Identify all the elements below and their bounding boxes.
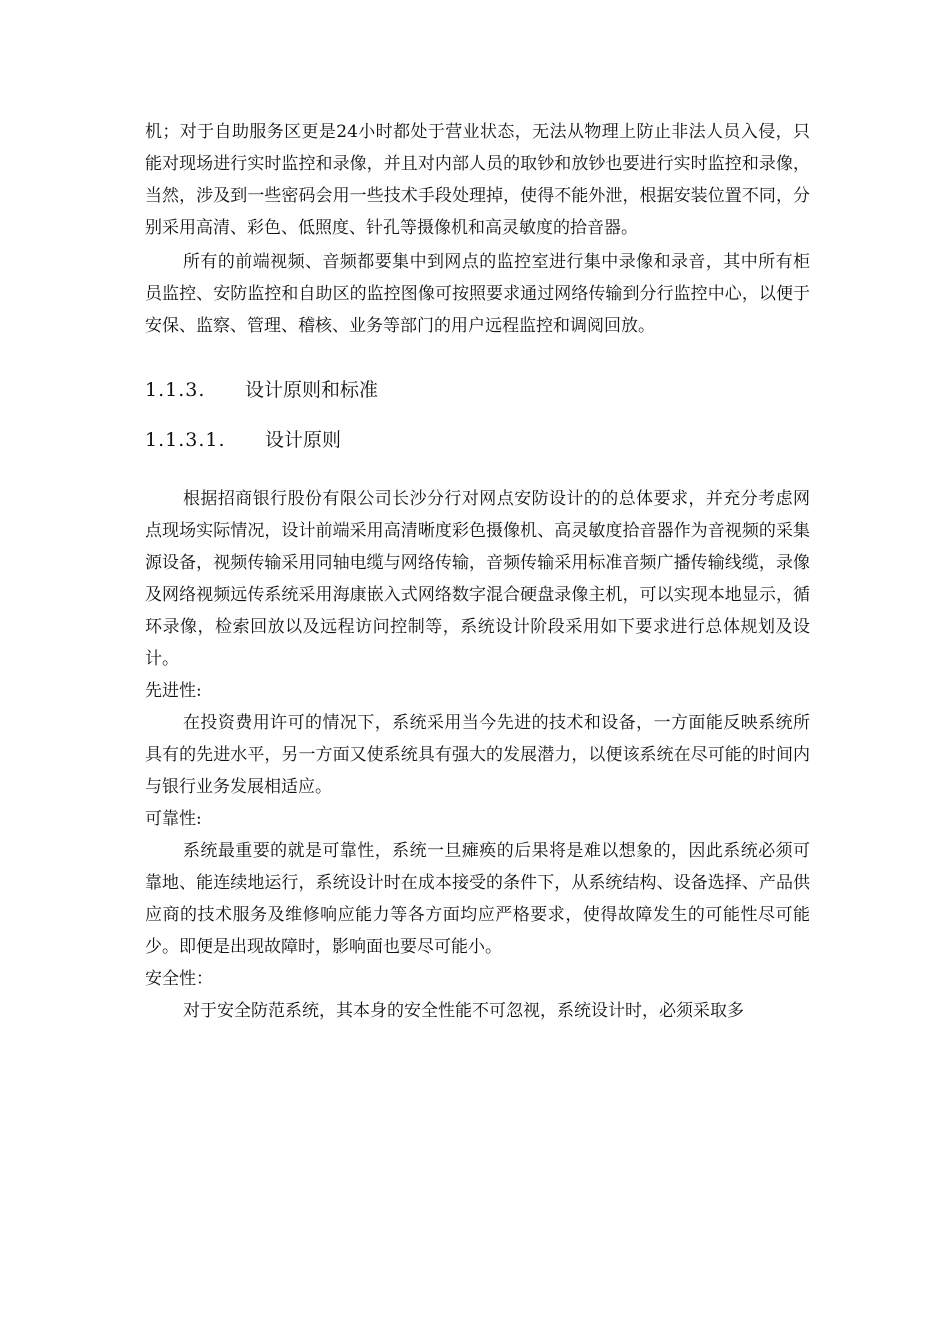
principle-item: [145, 963, 810, 1027]
paragraph-continuation: 机；对于自助服务区更是24小时都处于营业状态，无法从物理上防止非法人员入侵，只能对现场进行实时监控和录像，并且对内部人员的取钞和放钞也要进行实时监控和录像，当然，涉及到一些密码会用一些技术手段处理掉，使得不能外泄，根据安装位置不同，分别采用高清、彩色、低照度、针孔等摄像机和高灵敏度的拾音器。: [145, 122, 810, 238]
principle-label: 可靠性:: [145, 809, 202, 829]
principle-item: [145, 675, 810, 803]
principle-text: 对于安全防范系统，其本身的安全性能不可忽视，系统设计时，必须采取多: [183, 1001, 744, 1021]
section-title: 设计原则和标准: [245, 379, 379, 401]
principle-label: 先进性:: [145, 681, 202, 701]
paragraph-recording: 所有的前端视频、音频都要集中到网点的监控室进行集中录像和录音，其中所有柜员监控、安防监控和自助区的监控图像可按照要求通过网络传输到分行监控中心，以便于安保、监察、管理、稽核、业务等部门的用户远程监控和调阅回放。: [145, 252, 810, 336]
document-page: [145, 116, 810, 1027]
principle-label: 安全性：: [145, 969, 213, 989]
section-heading: [145, 375, 810, 405]
principle-text: 在投资费用许可的情况下，系统采用当今先进的技术和设备，一方面能反映系统所具有的先进水平，另一方面又使系统具有强大的发展潜力，以便该系统在尽可能的时间内与银行业务发展相适应。: [145, 713, 810, 797]
section-number: 1.1.3.: [145, 379, 206, 401]
subsection-number: 1.1.3.1.: [145, 429, 226, 451]
subsection-title: 设计原则: [265, 429, 342, 451]
principle-item: [145, 803, 810, 963]
paragraph-intro: 根据招商银行股份有限公司长沙分行对网点安防设计的的总体要求，并充分考虑网点现场实际情况，设计前端采用高清晰度彩色摄像机、高灵敏度拾音器作为音视频的采集源设备，视频传输采用同轴电缆与网络传输，音频传输采用标准音频广播传输线缆，录像及网络视频远传系统采用海康嵌入式网络数字混合硬盘录像主机，可以实现本地显示，循环录像，检索回放以及远程访问控制等，系统设计阶段采用如下要求进行总体规划及设计。: [145, 489, 810, 669]
principle-text: 系统最重要的就是可靠性，系统一旦瘫痪的后果将是难以想象的，因此系统必须可靠地、能连续地运行，系统设计时在成本接受的条件下，从系统结构、设备选择、产品供应商的技术服务及维修响应能力等各方面均应严格要求，使得故障发生的可能性尽可能少。即便是出现故障时，影响面也要尽可能小。: [145, 841, 810, 957]
subsection-heading: [145, 425, 810, 455]
